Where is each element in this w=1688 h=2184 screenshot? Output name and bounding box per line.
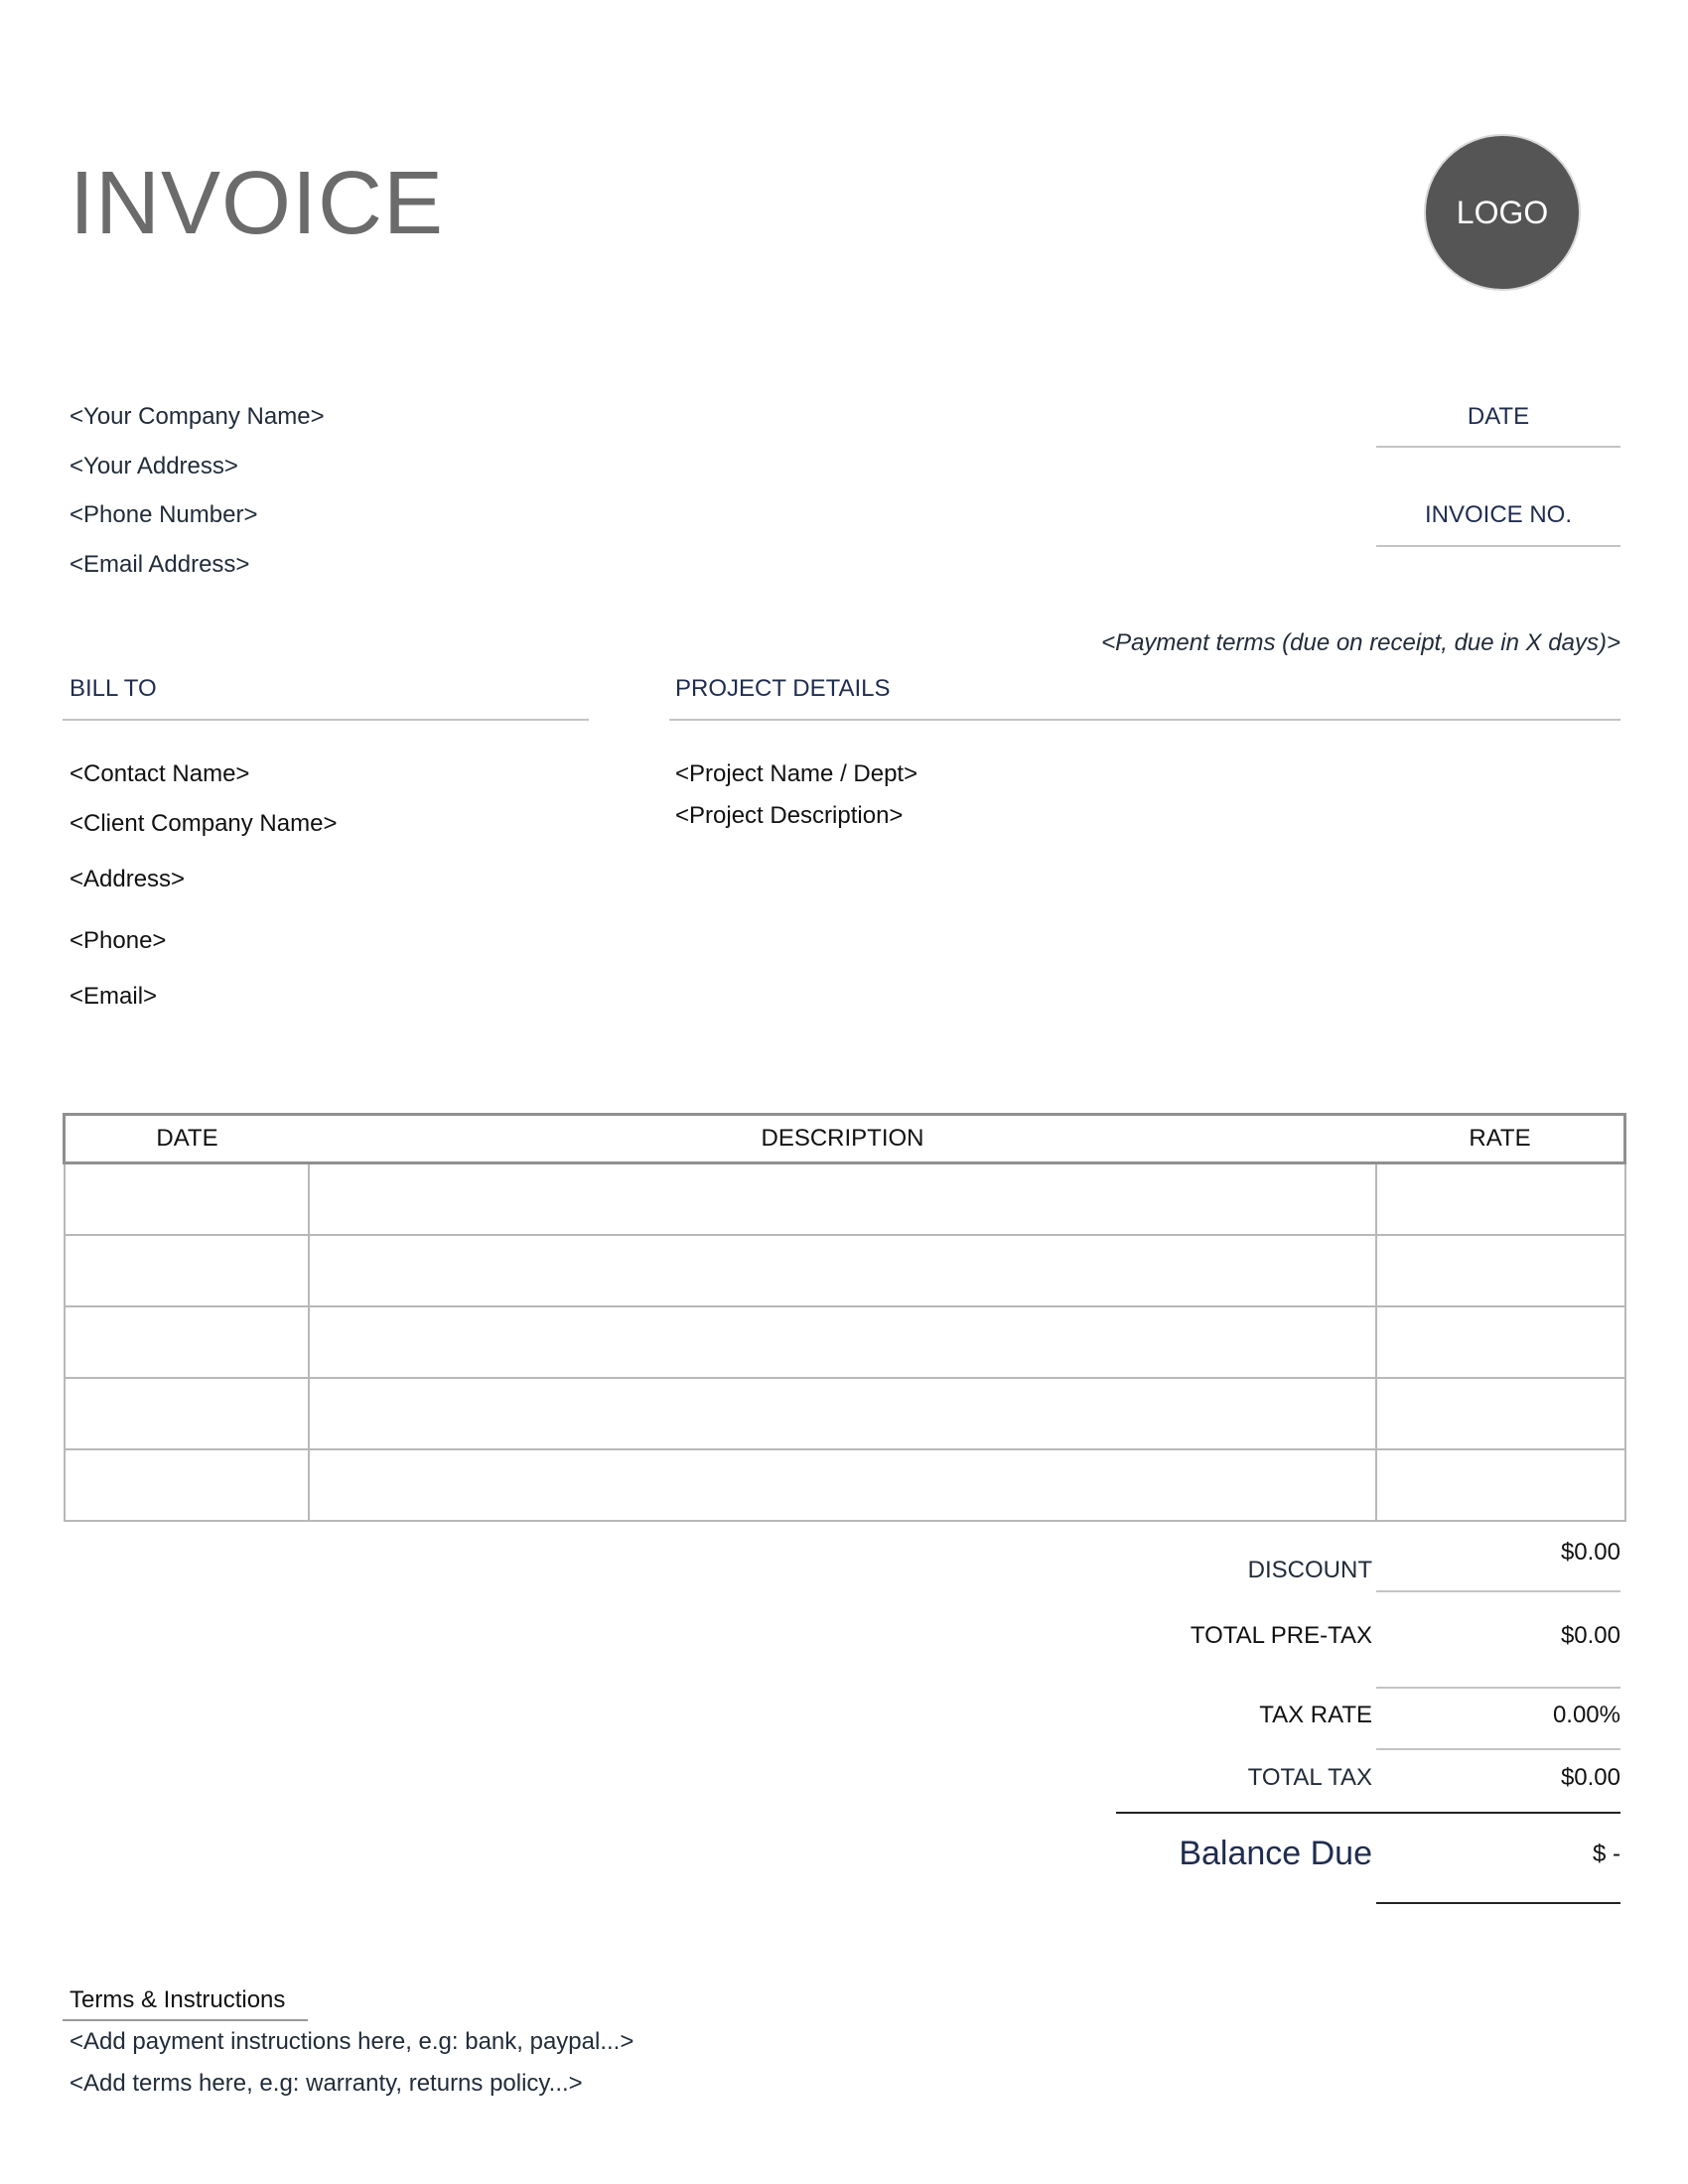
description-cell[interactable] <box>309 1449 1376 1521</box>
rate-cell[interactable] <box>1376 1235 1625 1306</box>
company-name: <Your Company Name> <box>70 403 325 430</box>
balance-due-label: Balance Due <box>1179 1835 1372 1872</box>
description-cell[interactable] <box>309 1378 1376 1449</box>
terms-text: <Add terms here, e.g: warranty, returns policy...> <box>70 2070 583 2097</box>
bill-to-phone: <Phone> <box>70 927 167 954</box>
total-pretax-value: $0.00 <box>1560 1622 1620 1649</box>
description-cell[interactable] <box>309 1306 1376 1378</box>
date-cell[interactable] <box>65 1306 310 1378</box>
column-header-rate: RATE <box>1376 1115 1625 1163</box>
terms-heading-underline <box>63 2019 308 2021</box>
balance-top-divider <box>1116 1812 1620 1814</box>
total-tax-label: TOTAL TAX <box>1247 1764 1372 1791</box>
project-name: <Project Name / Dept> <box>675 760 918 787</box>
company-phone: <Phone Number> <box>70 501 258 528</box>
pretax-divider <box>1376 1687 1620 1689</box>
company-address: <Your Address> <box>70 453 238 479</box>
rate-cell[interactable] <box>1376 1163 1625 1236</box>
bill-to-heading: BILL TO <box>70 675 157 702</box>
payment-terms: <Payment terms (due on receipt, due in X days)> <box>1101 629 1620 656</box>
bill-to-email: <Email> <box>70 983 158 1010</box>
date-cell[interactable] <box>65 1235 310 1306</box>
bill-to-address: <Address> <box>70 866 186 892</box>
project-description: <Project Description> <box>675 802 904 829</box>
table-row <box>65 1378 1625 1449</box>
balance-due-value: $ - <box>1592 1841 1620 1867</box>
column-header-description: DESCRIPTION <box>309 1115 1376 1163</box>
description-cell[interactable] <box>309 1163 1376 1236</box>
bill-to-contact: <Contact Name> <box>70 760 250 787</box>
discount-label: DISCOUNT <box>1247 1557 1372 1583</box>
payment-instructions: <Add payment instructions here, e.g: bank, paypal...> <box>70 2028 634 2055</box>
date-field-line[interactable] <box>1376 446 1620 448</box>
discount-divider <box>1376 1590 1620 1592</box>
date-cell[interactable] <box>65 1163 310 1236</box>
column-header-date: DATE <box>65 1115 310 1163</box>
tax-rate-value[interactable]: 0.00% <box>1552 1702 1620 1728</box>
description-cell[interactable] <box>309 1235 1376 1306</box>
date-cell[interactable] <box>65 1449 310 1521</box>
table-row <box>65 1163 1625 1236</box>
date-cell[interactable] <box>65 1378 310 1449</box>
project-details-heading: PROJECT DETAILS <box>675 675 891 702</box>
invoice-no-field-line[interactable] <box>1376 545 1620 547</box>
project-details-divider <box>669 719 1620 721</box>
table-row <box>65 1235 1625 1306</box>
bill-to-company: <Client Company Name> <box>70 810 338 837</box>
table-header-row <box>65 1115 1625 1163</box>
logo-placeholder <box>1424 134 1581 291</box>
discount-value[interactable]: $0.00 <box>1560 1539 1620 1566</box>
invoice-no-label: INVOICE NO. <box>1424 501 1573 528</box>
total-tax-value: $0.00 <box>1560 1764 1620 1791</box>
tax-rate-divider <box>1376 1748 1620 1750</box>
tax-rate-label: TAX RATE <box>1259 1702 1372 1728</box>
bill-to-divider <box>63 719 589 721</box>
balance-bottom-divider <box>1376 1902 1620 1904</box>
rate-cell[interactable] <box>1376 1449 1625 1521</box>
table-row <box>65 1306 1625 1378</box>
table-row <box>65 1449 1625 1521</box>
date-label: DATE <box>1467 403 1530 430</box>
line-items-table <box>63 1113 1626 1522</box>
company-email: <Email Address> <box>70 551 250 578</box>
rate-cell[interactable] <box>1376 1378 1625 1449</box>
total-pretax-label: TOTAL PRE-TAX <box>1190 1622 1372 1649</box>
terms-heading: Terms & Instructions <box>70 1986 286 2013</box>
invoice-title: INVOICE <box>70 154 445 253</box>
rate-cell[interactable] <box>1376 1306 1625 1378</box>
logo-text: LOGO <box>1456 194 1549 230</box>
